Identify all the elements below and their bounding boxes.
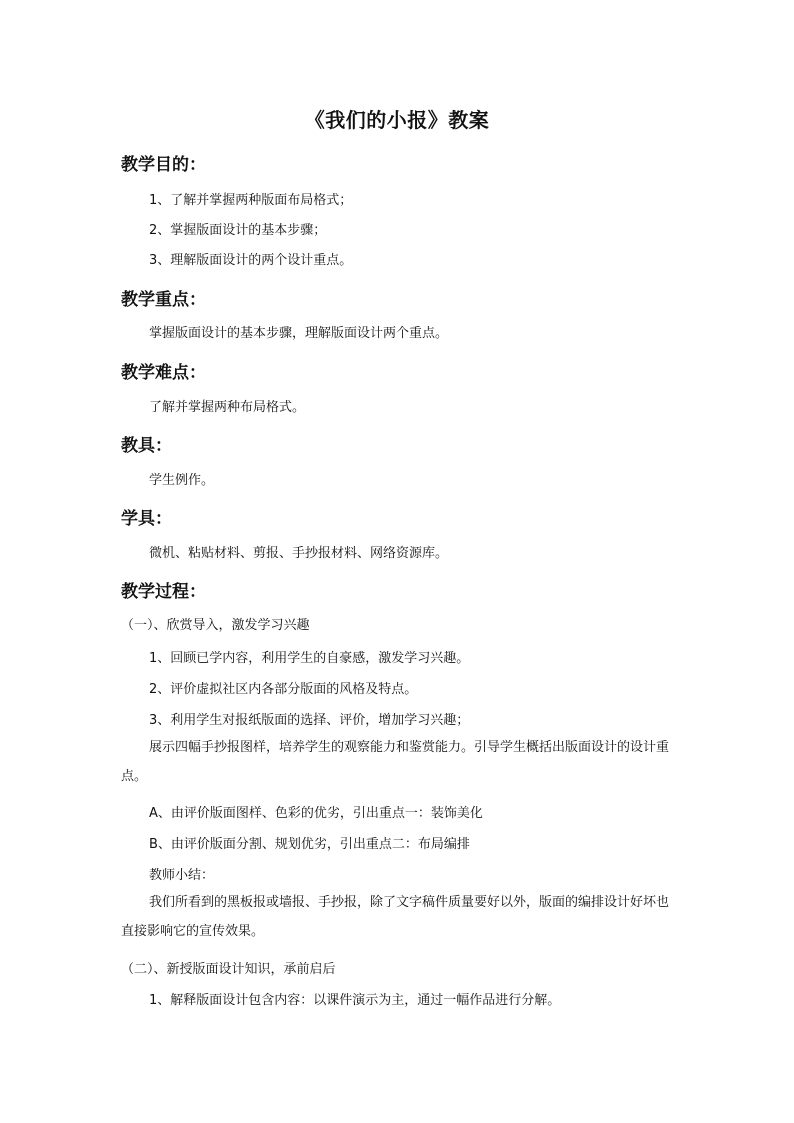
goals-heading: 教学目的： xyxy=(121,155,206,175)
document-title: 《我们的小报》教案 xyxy=(304,108,490,132)
part2-heading: （二）、新授版面设计知识，承前启后 xyxy=(121,962,336,977)
tools-heading: 教具： xyxy=(121,436,172,456)
tools-text: 学生例作。 xyxy=(149,473,215,488)
difficulty-heading: 教学难点： xyxy=(121,363,206,383)
point-a: A、由评价版面图样、色彩的优劣，引出重点一：装饰美化 xyxy=(149,806,483,821)
part1-item-1: 1、回顾已学内容，利用学生的自豪感，激发学习兴趣。 xyxy=(149,651,470,666)
point-b: B、由评价版面分割、规划优劣，引出重点二：布局编排 xyxy=(149,837,470,852)
process-heading: 教学过程： xyxy=(121,582,206,602)
summary-paragraph: 我们所看到的黑板报或墙报、手抄报，除了文字稿件质量要好以外，版面的编排设计好坏也直接影响它的宣传效果。 xyxy=(121,895,670,939)
focus-heading: 教学重点： xyxy=(121,290,206,310)
student-tools-text: 微机、粘贴材料、剪报、手抄报材料、网络资源库。 xyxy=(149,546,449,561)
difficulty-text: 了解并掌握两种布局格式。 xyxy=(149,400,306,415)
goal-item-1: 1、了解并掌握两种版面布局格式； xyxy=(149,193,353,208)
part1-heading: （一）、欣赏导入，激发学习兴趣 xyxy=(121,618,310,633)
part2-item-1: 1、解释版面设计包含内容：以课件演示为主，通过一幅作品进行分解。 xyxy=(149,993,561,1008)
goal-item-3: 3、理解版面设计的两个设计重点。 xyxy=(149,253,353,268)
part1-item-2: 2、评价虚拟社区内各部分版面的风格及特点。 xyxy=(149,682,418,697)
student-tools-heading: 学具： xyxy=(121,509,172,529)
goal-item-2: 2、掌握版面设计的基本步骤； xyxy=(149,223,327,238)
summary-label: 教师小结： xyxy=(149,868,215,883)
part1-paragraph: 展示四幅手抄报图样，培养学生的观察能力和鉴赏能力。引导学生概括出版面设计的设计重点。 xyxy=(121,740,670,784)
part1-item-3: 3、利用学生对报纸版面的选择、评价，增加学习兴趣； xyxy=(149,713,470,728)
focus-text: 掌握版面设计的基本步骤，理解版面设计两个重点。 xyxy=(149,326,449,341)
